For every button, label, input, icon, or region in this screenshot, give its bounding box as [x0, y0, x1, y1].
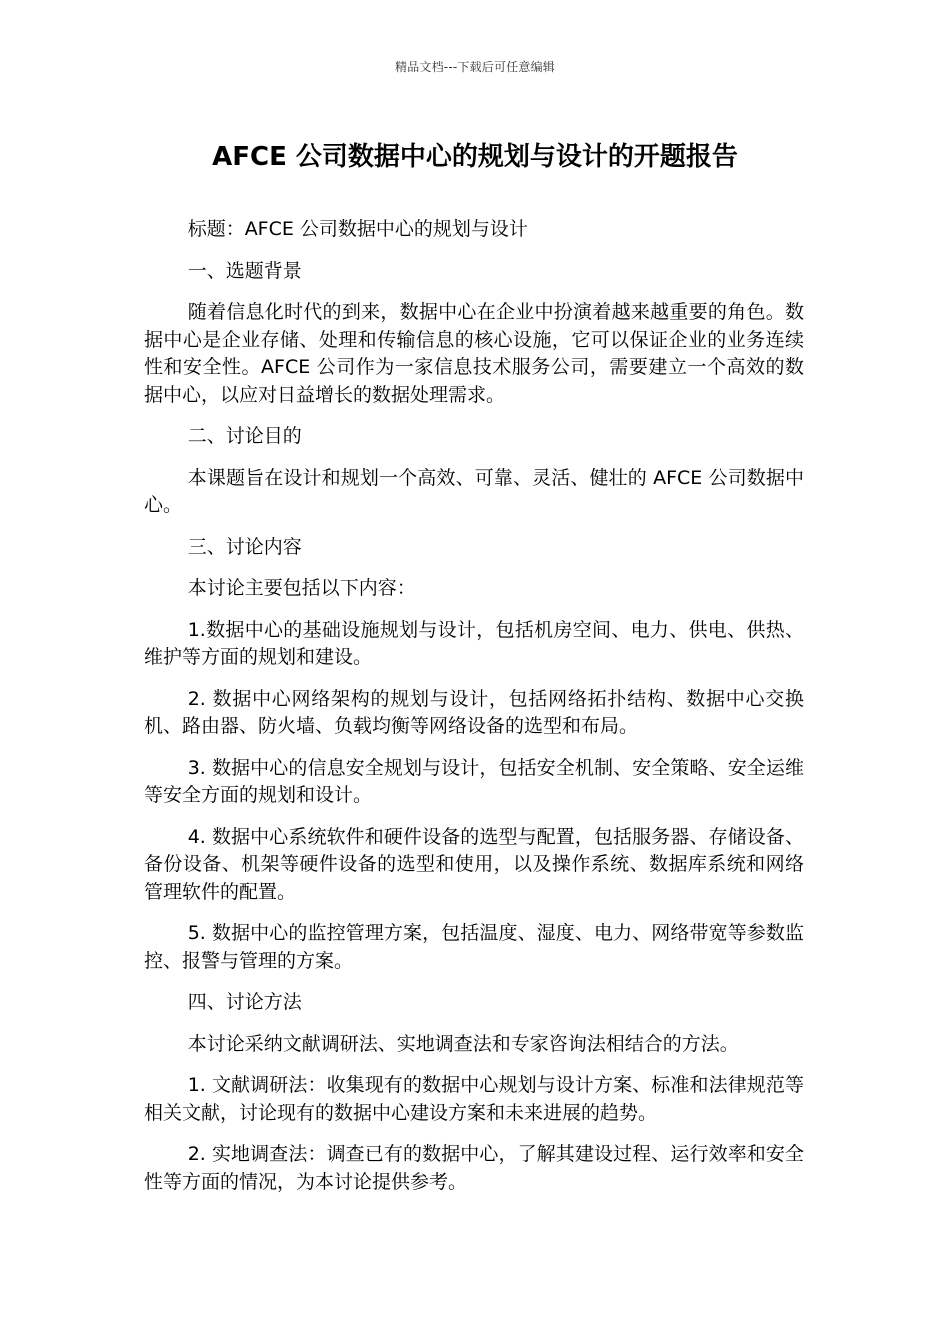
paragraph-method-intro: 本讨论采纳文献调研法、实地调查法和专家咨询法相结合的方法。	[187, 1032, 739, 1055]
paragraph-content-intro: 本讨论主要包括以下内容：	[187, 577, 416, 599]
section-heading-background: 一、选题背景	[187, 259, 302, 282]
list-item-content-2: 2. 数据中心网络架构的规划与设计，包括网络拓扑结构、数据中心交换机、路由器、防火墙、负载均衡等网络设备的选型和布局。	[144, 687, 804, 737]
paragraph-purpose: 本课题旨在设计和规划一个高效、可靠、灵活、健壮的 AFCE 公司数据中心。	[144, 466, 804, 516]
list-item-content-3: 3. 数据中心的信息安全规划与设计，包括安全机制、安全策略、安全运维等安全方面的规划和设计。	[144, 756, 804, 806]
paragraph-background: 随着信息化时代的到来，数据中心在企业中扮演着越来越重要的角色。数据中心是企业存储、处理和传输信息的核心设施，它可以保证企业的业务连续性和安全性。AFCE 公司作为一家信息技术服务公司，需要建立一个高效的数据中心，以应对日益增长的数据处理需求。	[144, 301, 804, 406]
list-item-content-4: 4. 数据中心系统软件和硬件设备的选型与配置，包括服务器、存储设备、备份设备、机架等硬件设备的选型和使用，以及操作系统、数据库系统和网络管理软件的配置。	[144, 825, 804, 903]
list-item-content-5: 5. 数据中心的监控管理方案，包括温度、湿度、电力、网络带宽等参数监控、报警与管理的方案。	[144, 922, 804, 972]
section-heading-method: 四、讨论方法	[187, 991, 302, 1013]
list-item-method-2: 2. 实地调查法：调查已有的数据中心，了解其建设过程、运行效率和安全性等方面的情况，为本讨论提供参考。	[144, 1143, 804, 1193]
list-item-content-1: 1.数据中心的基础设施规划与设计，包括机房空间、电力、供电、供热、维护等方面的规划和建设。	[144, 618, 804, 668]
header-note: 精品文档---下载后可任意编辑	[395, 60, 555, 74]
section-heading-content: 三、讨论内容	[187, 535, 302, 558]
section-heading-purpose: 二、讨论目的	[187, 425, 302, 447]
list-item-method-1: 1. 文献调研法：收集现有的数据中心规划与设计方案、标准和法律规范等相关文献，讨论现有的数据中心建设方案和未来进展的趋势。	[144, 1074, 804, 1124]
document-body	[144, 216, 804, 1210]
subject-line: 标题：AFCE 公司数据中心的规划与设计	[187, 218, 528, 240]
document-title: AFCE 公司数据中心的规划与设计的开题报告	[212, 142, 738, 172]
